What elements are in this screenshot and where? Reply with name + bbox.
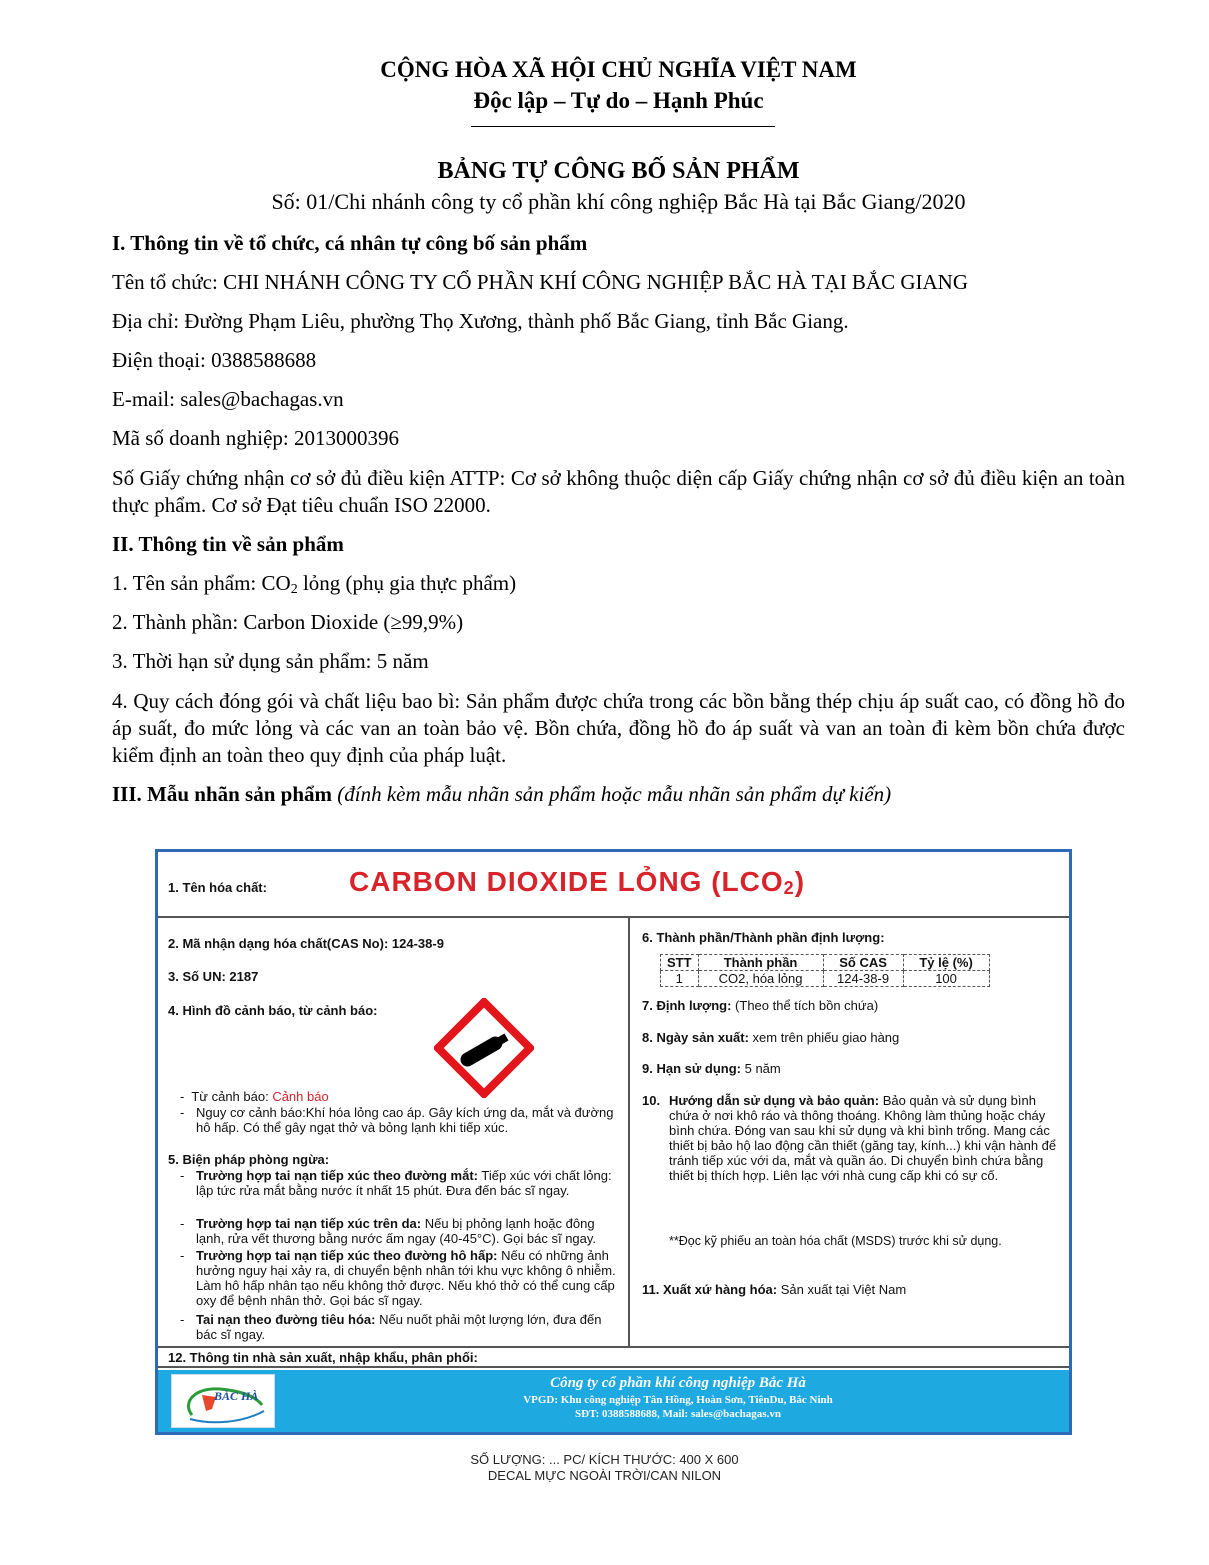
- table-cell: 1: [661, 971, 699, 987]
- document-number: Số: 01/Chi nhánh công ty cổ phần khí công nghiệp Bắc Hà tại Bắc Giang/2020: [271, 189, 966, 214]
- label-field-12: 12. Thông tin nhà sản xuất, nhập khẩu, phân phối:: [168, 1350, 478, 1365]
- section3-heading: III. Mẫu nhãn sản phẩm (đính kèm mẫu nhãn sản phẩm hoặc mẫu nhãn sản phẩm dự kiến): [112, 782, 892, 806]
- company-name: Công ty cổ phần khí công nghiệp Bắc Hà: [550, 1375, 806, 1391]
- precaution-eye: Trường hợp tai nạn tiếp xúc theo đường mắt: Tiếp xúc với chất lỏng: lập tức rửa mắt bằng nước ít nhất 15 phút. Đưa đến bác sĩ ngay.: [196, 1168, 612, 1198]
- signal-word-line: - Từ cảnh báo: Cảnh báo: [180, 1089, 329, 1104]
- product-shelf-life: 3. Thời hạn sử dụng sản phẩm: 5 năm: [112, 649, 429, 673]
- table-cell: 124-38-9: [823, 971, 903, 987]
- label-left-column: 2. Mã nhận dạng hóa chất(CAS No): 124-38-9 3. Số UN: 2187 4. Hình đồ cảnh báo, từ cảnh báo: - Từ cảnh báo: Cảnh báo - Nguy cơ cảnh báo:Khí hóa lỏng cao áp. Gây kích ứng da, mắt và đường hô hấp. Có thể gây ngạt thở và bỏng lạnh khi tiếp xúc. 5. Biện pháp phòng ngừa: - Trường hợp tai nạn tiếp xúc theo đường mắt: Tiếp xúc với chất lỏng: lập tức rửa mắt bằng nước ít nhất 15 phút. Đưa đến bác sĩ ngay. - Trường hợp tai nạn tiếp xúc trên da: Nếu bị phỏng lạnh hoặc đông lạnh, rửa vết thương bằng nước ấm ngay (40-45°C). Gọi bác sĩ ngay. - Trường hợp tai nạn tiếp xúc theo đường hô hấp: Nếu có những ảnh hưởng nguy hại xảy ra, di chuyển bệnh nhân tới khu vực không ô nhiễm. Làm hô hấp nhân tạo nếu không thở được. Nếu khó thở có thể cung cấp oxy để bệnh nhân thở. Gọi bác sĩ ngay. - Tai nạn theo đường tiêu hóa: Nếu nuốt phải một lượng lớn, đưa đến bác sĩ ngay.: [158, 918, 630, 1346]
- table-header-cell: Số CAS: [823, 955, 903, 971]
- label-right-column: [632, 918, 1069, 1346]
- org-address: Địa chỉ: Đường Phạm Liêu, phường Thọ Xương, thành phố Bắc Giang, tỉnh Bắc Giang.: [112, 309, 849, 333]
- product-name: 1. Tên sản phẩm: $CO_2$ lỏng (phụ gia thực phẩm): [112, 571, 517, 597]
- label-field-1: 1. Tên hóa chất:: [168, 880, 267, 895]
- composition-table: [660, 954, 990, 987]
- country-header: CỘNG HÒA XÃ HỘI CHỦ NGHĨA VIỆT NAM: [380, 57, 857, 82]
- label-field-7: 7. Định lượng: (Theo thể tích bồn chứa): [642, 998, 879, 1013]
- label-field-8: 8. Ngày sản xuất: xem trên phiếu giao hàng: [642, 1030, 900, 1045]
- label-field-10: Hướng dẫn sử dụng và bảo quản: Bảo quản và sử dụng bình chứa ở nơi khô ráo và thông thoáng. Không làm thủng hoặc cháy bình chứa. Đóng van sau khi sử dụng và khi bình trống. Mang các thiết bị bảo hộ lao động cần thiết (găng tay, kính...) khi vận hành để tránh tiếp xúc với da, mắt và quần áo. Di chuyển bình chứa bằng thiết bị thích hợp. Liên lạc với nhà cung cấp khi có sự cố.: [669, 1093, 1057, 1183]
- product-packaging: 4. Quy cách đóng gói và chất liệu bao bì: Sản phẩm được chứa trong các bồn bằng thép chịu áp suất cao, có đồng hồ đo áp suất, đo mức lỏng và các van an toàn bảo vệ. Bồn chứa, đồng hồ đo áp suất và van an toàn đi kèm bồn chứa được kiểm định an toàn theo quy định của pháp luật.: [112, 689, 1125, 767]
- motto: Độc lập – Tự do – Hạnh Phúc: [473, 88, 764, 113]
- label-field-11: 11. Xuất xứ hàng hóa: Sản xuất tại Việt Nam: [642, 1282, 907, 1297]
- label-spec-line-1: SỐ LƯỢNG: ... PC/ KÍCH THƯỚC: 400 X 600: [470, 1452, 739, 1467]
- label-field-2: 2. Mã nhận dạng hóa chất(CAS No): 124-38-9: [168, 936, 444, 951]
- label-spec-line-2: DECAL MỰC NGOÀI TRỜI/CAN NILON: [487, 1468, 722, 1483]
- section2-heading: II. Thông tin về sản phẩm: [112, 532, 344, 556]
- msds-note: **Đọc kỹ phiếu an toàn hóa chất (MSDS) trước khi sử dụng.: [669, 1234, 1002, 1248]
- org-name: Tên tổ chức: CHI NHÁNH CÔNG TY CỔ PHẦN KHÍ CÔNG NGHIỆP BẮC HÀ TẠI BẮC GIANG: [112, 270, 969, 294]
- logo-text: BẮC HÀ: [214, 1389, 259, 1403]
- label-title-row: [158, 852, 1069, 918]
- table-header-cell: STT: [661, 955, 699, 971]
- header-divider: [471, 126, 775, 127]
- org-tax-code: Mã số doanh nghiệp: 2013000396: [112, 426, 399, 450]
- table-header-row: [661, 955, 990, 971]
- precaution-inhalation: Trường hợp tai nạn tiếp xúc theo đường hô hấp: Nếu có những ảnh hưởng nguy hại xảy ra, di chuyển bệnh nhân tới khu vực không ô nhiễm. Làm hô hấp nhân tạo nếu không thở được. Nếu khó thở có thể cung cấp oxy để bệnh nhân thở. Gọi bác sĩ ngay.: [196, 1248, 616, 1308]
- table-row: [661, 971, 990, 987]
- company-office: VPGD: Khu công nghiệp Tân Hồng, Hoàn Sơn, TiênDu, Bắc Ninh: [523, 1394, 833, 1406]
- table-cell: CO2, hóa lỏng: [698, 971, 823, 987]
- section1-heading: I. Thông tin về tổ chức, cá nhân tự công bố sản phẩm: [112, 231, 588, 255]
- gas-cylinder-hazard-icon: [434, 998, 534, 1098]
- precaution-ingestion: Tai nạn theo đường tiêu hóa: Nếu nuốt phải một lượng lớn, đưa đến bác sĩ ngay.: [196, 1312, 602, 1342]
- org-phone: Điện thoại: 0388588688: [112, 348, 317, 372]
- label-field-6: 6. Thành phần/Thành phần định lượng:: [642, 930, 885, 945]
- company-contact: SĐT: 0388588688, Mail: sales@bachagas.vn: [575, 1408, 781, 1420]
- precaution-skin: Trường hợp tai nạn tiếp xúc trên da: Nếu bị phỏng lạnh hoặc đông lạnh, rửa vết thương bằng nước ấm ngay (40-45°C). Gọi bác sĩ ngay.: [196, 1216, 597, 1246]
- label-field-4: 4. Hình đồ cảnh báo, từ cảnh báo:: [168, 1003, 378, 1018]
- document-title: BẢNG TỰ CÔNG BỐ SẢN PHẨM: [437, 158, 800, 184]
- label-row-12: [158, 1346, 1069, 1368]
- table-cell: 100: [903, 971, 989, 987]
- product-composition: 2. Thành phần: Carbon Dioxide (≥99,9%): [112, 610, 464, 634]
- company-logo: [171, 1374, 275, 1428]
- label-product-name: CARBON DIOXIDE LỎNG $(LCO_2)$: [349, 866, 806, 898]
- label-field-10-number: 10.: [642, 1093, 661, 1108]
- org-email: E-mail: sales@bachagas.vn: [112, 387, 344, 411]
- table-header-cell: Thành phần: [698, 955, 823, 971]
- org-certificate: Số Giấy chứng nhận cơ sở đủ điều kiện ATTP: Cơ sở không thuộc diện cấp Giấy chứng nhận cơ sở đủ điều kiện an toàn thực phẩm. Cơ sở Đạt tiêu chuẩn ISO 22000.: [112, 466, 1125, 517]
- table-header-cell: Tỷ lệ (%): [903, 955, 989, 971]
- label-field-3: 3. Số UN: 2187: [168, 969, 259, 984]
- hazard-statement: Nguy cơ cảnh báo:Khí hóa lỏng cao áp. Gây kích ứng da, mắt và đường hô hấp. Có thể gây ngạt thở và bỏng lạnh khi tiếp xúc.: [196, 1105, 614, 1135]
- label-field-9: 9. Hạn sử dụng: 5 năm: [642, 1061, 781, 1076]
- product-label: [155, 849, 1072, 1435]
- label-field-5: 5. Biện pháp phòng ngừa:: [168, 1152, 330, 1167]
- label-company-footer: [158, 1370, 1069, 1432]
